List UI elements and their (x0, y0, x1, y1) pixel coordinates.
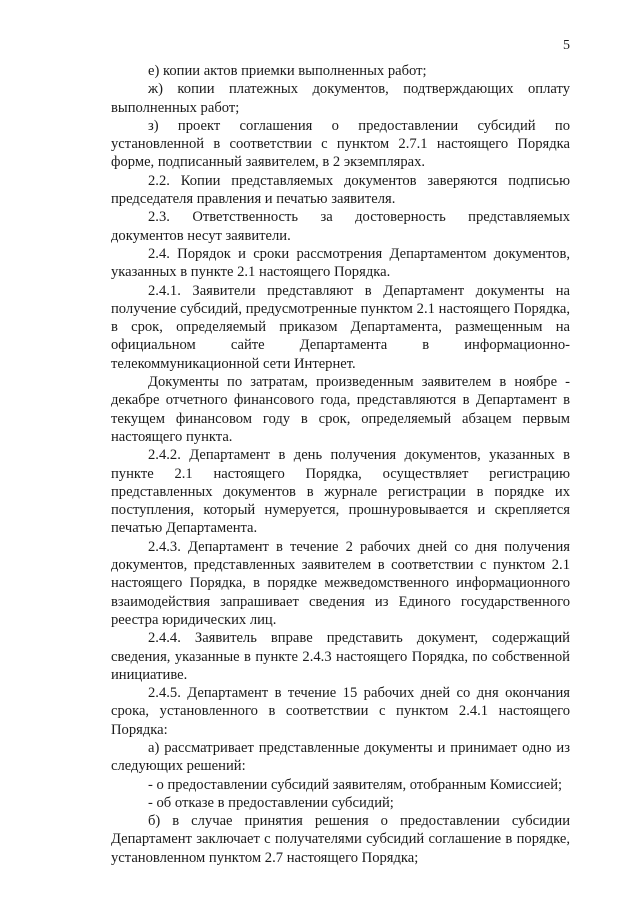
paragraph-decision-refusal: - об отказе в предоставлении субсидий; (148, 794, 394, 811)
paragraph-2-4-1-costs: Документы по затратам, произведенным заявителем в ноябре - декабре отчетного финансового года, представляются в Департамент в текущем финансовом году в срок, определяемый абзацем первым настоящего пункта. (111, 374, 570, 445)
paragraph-2-3: 2.3. Ответственность за достоверность представляемых документов несут заявители. (111, 209, 570, 244)
paragraph-item-a: а) рассматривает представленные документы и принимает одно из следующих решений: (111, 739, 570, 775)
page-number: 5 (563, 38, 570, 53)
paragraph-item-b: б) в случае принятия решения о предоставлении субсидии Департамент заключает с получателями субсидий соглашение в порядке, установленном пунктом 2.7 настоящего Порядка; (111, 813, 570, 866)
document-body (111, 62, 570, 867)
paragraph-2-4-3: 2.4.3. Департамент в течение 2 рабочих дней со дня получения документов, представленных заявителем в соответствии с пунктом 2.1 настоящего Порядка, в порядке межведомственного информационного взаимодействия запрашивает сведения из Единого государственного реестра юридических лиц. (111, 538, 570, 628)
paragraph-2-4: 2.4. Порядок и сроки рассмотрения Департаментом документов, указанных в пункте 2.1 настоящего Порядка. (111, 245, 570, 281)
paragraph-item-e: е) копии актов приемки выполненных работ; (148, 63, 427, 79)
paragraph-2-4-1: 2.4.1. Заявители представляют в Департамент документы на получение субсидий, предусмотренные пунктом 2.1 настоящего Порядка, в срок, определяемый приказом Департамента, размещенным на официальном сайте Департамента в информационно-телекоммуникационной сети Интернет. (111, 282, 570, 372)
paragraph-2-4-5: 2.4.5. Департамент в течение 15 рабочих дней со дня окончания срока, установленного в соответствии с пунктом 2.4.1 настоящего Порядка: (111, 685, 570, 738)
paragraph-item-z: з) проект соглашения о предоставлении субсидий по установленной в соответствии с пунктом 2.7.1 настоящего Порядка форме, подписанный заявителем, в 2 экземплярах. (111, 117, 570, 171)
paragraph-2-4-4: 2.4.4. Заявитель вправе представить документ, содержащий сведения, указанные в пункте 2.4.3 настоящего Порядка, по собственной инициативе. (111, 630, 570, 683)
paragraph-2-2: 2.2. Копии представляемых документов заверяются подписью председателя правления и печатью заявителя. (111, 172, 570, 208)
paragraph-decision-grant: - о предоставлении субсидий заявителям, отобранным Комиссией; (148, 776, 563, 793)
paragraph-2-4-2: 2.4.2. Департамент в день получения документов, указанных в пункте 2.1 настоящего Порядка, осуществляет регистрацию представленных документов в журнале регистрации в порядке их поступления, который нумеруется, прошнуровывается и скрепляется печатью Департамента. (111, 447, 570, 537)
paragraph-item-zh: ж) копии платежных документов, подтверждающих оплату выполненных работ; (111, 81, 570, 116)
